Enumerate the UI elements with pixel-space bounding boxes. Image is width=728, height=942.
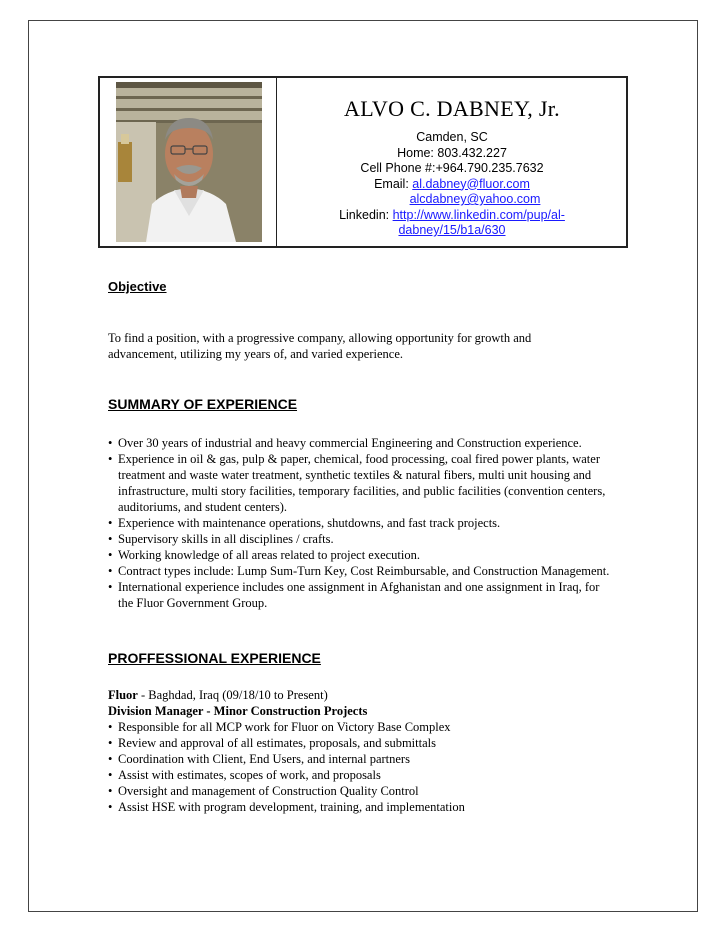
email-line-2 — [302, 192, 602, 208]
linkedin-link[interactable]: http://www.linkedin.com/pup/al- — [392, 207, 565, 222]
candidate-name: ALVO C. DABNEY, Jr. — [344, 96, 560, 121]
job-title: Division Manager - Minor Construction Projects — [108, 704, 368, 718]
location: Camden, SC — [416, 130, 488, 144]
bullet-icon: • — [108, 768, 113, 782]
objective-text-line-1: To find a position, with a progressive company, allowing opportunity for growth and — [108, 331, 532, 345]
summary-item: • Working knowledge of all areas related to project execution. — [108, 548, 421, 562]
bullet-icon: • — [108, 564, 113, 578]
summary-item: • Contract types include: Lump Sum-Turn Key, Cost Reimbursable, and Construction Management. — [108, 564, 610, 578]
duty-item: • Oversight and management of Construction Quality Control — [108, 784, 419, 798]
bullet-icon: • — [108, 436, 113, 450]
duty-item: • Assist with estimates, scopes of work, and proposals — [108, 768, 381, 782]
bullet-icon: • — [108, 784, 113, 798]
summary-item: • Experience with maintenance operations, shutdowns, and fast track projects. — [108, 516, 501, 530]
employer-name: Fluor — [108, 688, 138, 702]
linkedin-label: Linkedin: — [339, 207, 393, 222]
linkedin-link-continued[interactable]: dabney/15/b1a/630 — [398, 223, 506, 237]
bullet-icon: • — [108, 720, 113, 734]
bullet-icon: • — [108, 548, 113, 562]
summary-list-container — [108, 435, 613, 611]
header-divider — [276, 76, 277, 248]
email-line — [302, 177, 602, 193]
bullet-icon: • — [108, 752, 113, 766]
contact-block — [302, 96, 602, 239]
bullet-icon: • — [108, 580, 113, 594]
profile-photo-image — [116, 82, 262, 242]
professional-block — [108, 687, 628, 815]
cell-phone: Cell Phone #:+964.790.235.7632 — [360, 161, 544, 175]
objective-text — [108, 330, 628, 362]
email-label: Email: — [374, 176, 413, 191]
bullet-icon: • — [108, 452, 113, 466]
bullet-icon: • — [108, 532, 113, 546]
summary-heading: SUMMARY OF EXPERIENCE — [108, 396, 298, 412]
professional-heading: PROFFESSIONAL EXPERIENCE — [108, 650, 321, 666]
objective-text-line-2: advancement, utilizing my years of, and varied experience. — [108, 347, 404, 361]
linkedin-line-2 — [302, 223, 602, 239]
home-phone: Home: 803.432.227 — [397, 145, 507, 160]
employer-line — [108, 687, 628, 703]
email-link-fluor[interactable]: al.dabney@fluor.com — [412, 176, 530, 191]
duty-item: • Responsible for all MCP work for Fluor on Victory Base Complex — [108, 720, 451, 734]
summary-item: • International experience includes one assignment in Afghanistan and one assignment in Iraq, for the Fluor Government Group. — [108, 580, 600, 610]
employer-detail: - Baghdad, Iraq (09/18/10 to Present) — [137, 688, 328, 702]
bullet-icon: • — [108, 736, 113, 750]
bullet-icon: • — [108, 800, 113, 814]
summary-item: • Over 30 years of industrial and heavy commercial Engineering and Construction experience. — [108, 436, 582, 450]
summary-item: • Experience in oil & gas, pulp & paper, chemical, food processing, coal fired power plants, water treatment and waste water treatment, synthetic textiles & natural fibers, multi unit housing and infrastructure, multi story facilities, temporary facilities, and public facilities (convention centers, auditoriums, and student centers). — [108, 452, 606, 514]
email-link-yahoo[interactable]: alcdabney@yahoo.com — [409, 192, 541, 206]
summary-list — [108, 435, 613, 611]
duty-item: • Assist HSE with program development, training, and implementation — [108, 800, 465, 814]
linkedin-line — [302, 208, 602, 224]
summary-item: • Supervisory skills in all disciplines / crafts. — [108, 532, 334, 546]
duty-item: • Review and approval of all estimates, proposals, and submittals — [108, 736, 436, 750]
profile-photo — [116, 82, 262, 242]
objective-heading: Objective — [108, 279, 167, 294]
duty-item: • Coordination with Client, End Users, and internal partners — [108, 752, 410, 766]
bullet-icon: • — [108, 516, 113, 530]
professional-list — [108, 719, 628, 815]
